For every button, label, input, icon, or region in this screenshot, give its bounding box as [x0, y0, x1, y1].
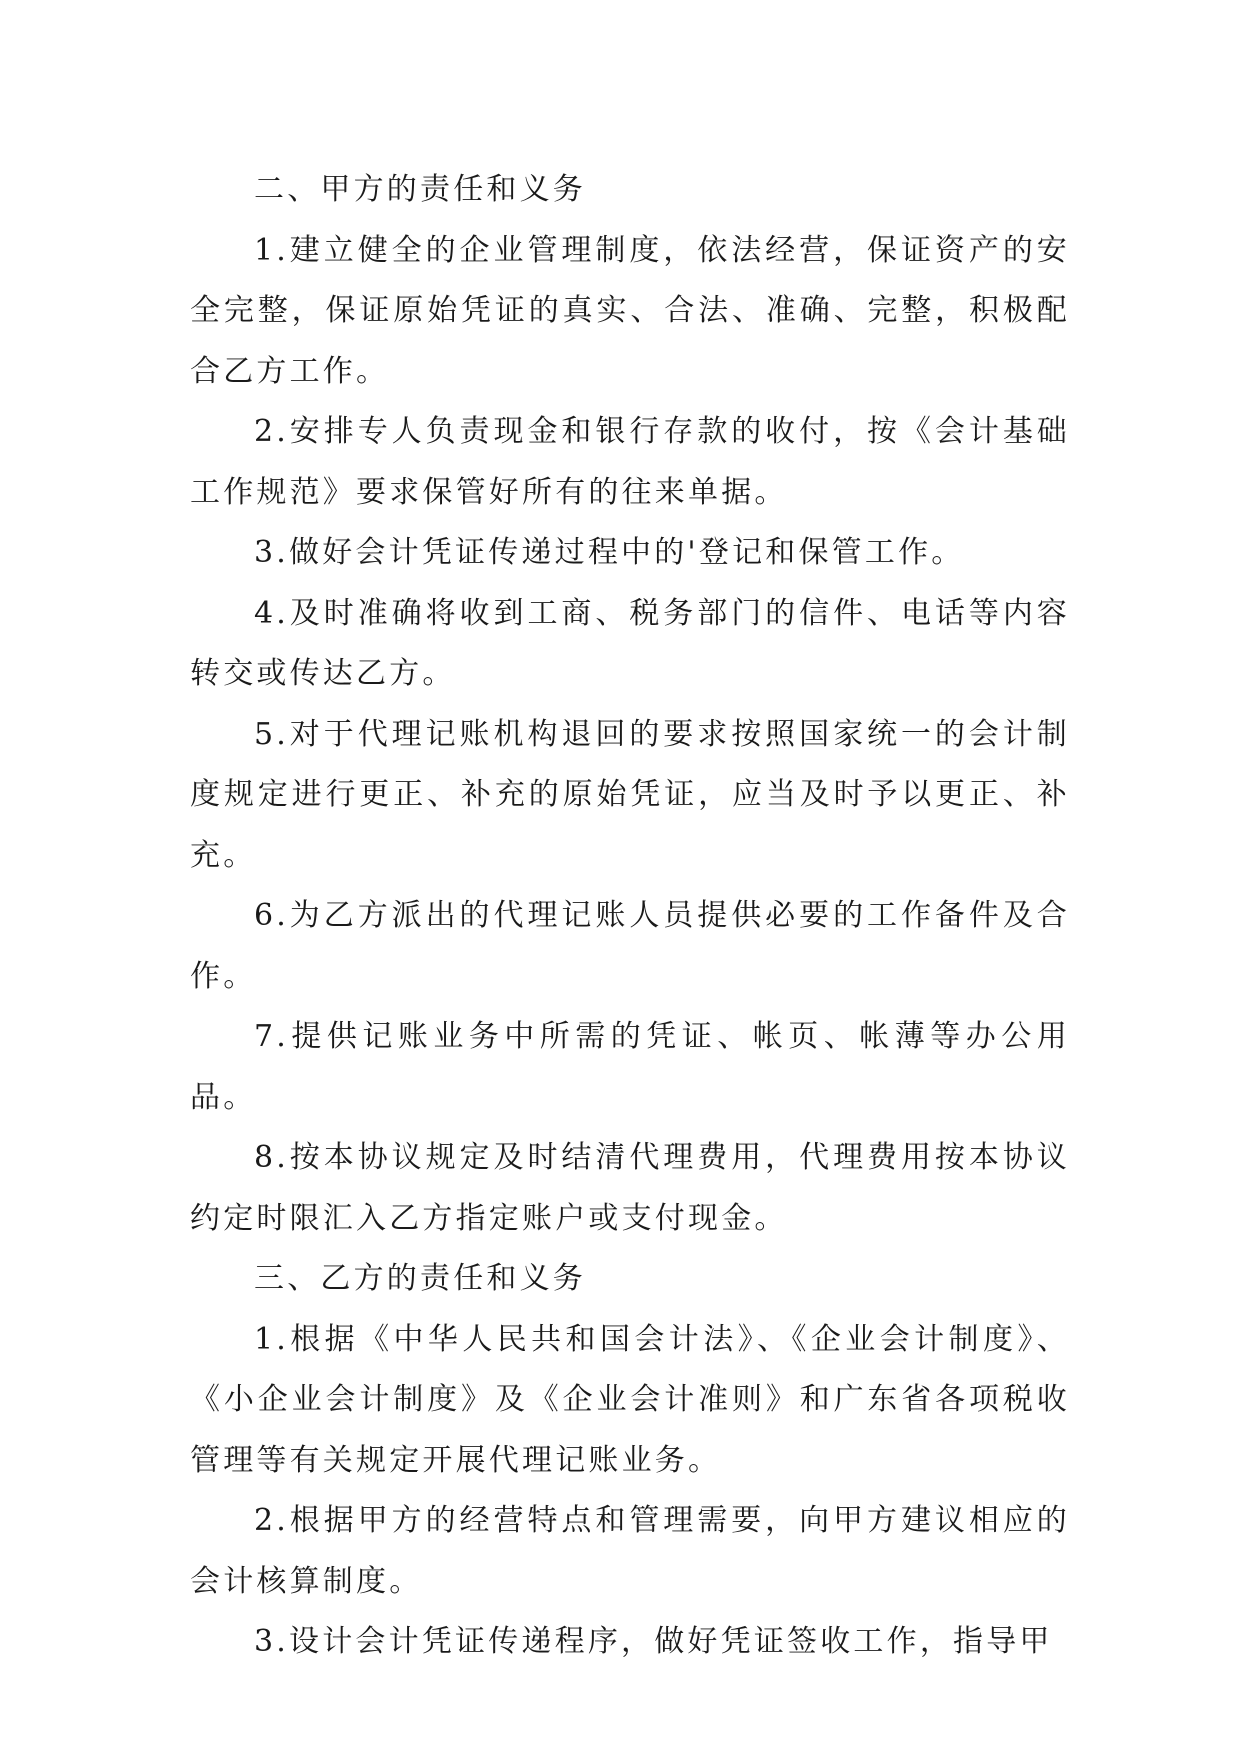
paragraph: 6.为乙方派出的代理记账人员提供必要的工作备件及合作。 — [190, 898, 1070, 994]
section-heading-party-b: 三、乙方的责任和义务 — [254, 1261, 586, 1296]
paragraph: 2.安排专人负责现金和银行存款的收付，按《会计基础工作规范》要求保管好所有的往来单据。 — [190, 414, 1070, 510]
paragraph: 8.按本协议规定及时结清代理费用，代理费用按本协议约定时限汇入乙方指定账户或支付现金。 — [190, 1140, 1070, 1236]
document-body — [190, 160, 1070, 1673]
paragraph: 2.根据甲方的经营特点和管理需要，向甲方建议相应的会计核算制度。 — [190, 1503, 1070, 1599]
section-heading-party-a: 二、甲方的责任和义务 — [254, 172, 586, 207]
paragraph: 1.根据《中华人民共和国会计法》、《企业会计制度》、《小企业会计制度》及《企业会计准则》和广东省各项税收管理等有关规定开展代理记账业务。 — [190, 1321, 1070, 1478]
paragraph: 7.提供记账业务中所需的凭证、帐页、帐薄等办公用品。 — [190, 1019, 1070, 1115]
paragraph: 4.及时准确将收到工商、税务部门的信件、电话等内容转交或传达乙方。 — [190, 595, 1070, 691]
paragraph: 3.做好会计凭证传递过程中的'登记和保管工作。 — [254, 535, 965, 570]
paragraph: 1.建立健全的企业管理制度，依法经营，保证资产的安全完整，保证原始凭证的真实、合法、准确、完整，积极配合乙方工作。 — [190, 232, 1070, 389]
paragraph: 5.对于代理记账机构退回的要求按照国家统一的会计制度规定进行更正、补充的原始凭证，应当及时予以更正、补充。 — [190, 716, 1070, 873]
paragraph: 3.设计会计凭证传递程序，做好凭证签收工作，指导甲 — [254, 1624, 1053, 1659]
